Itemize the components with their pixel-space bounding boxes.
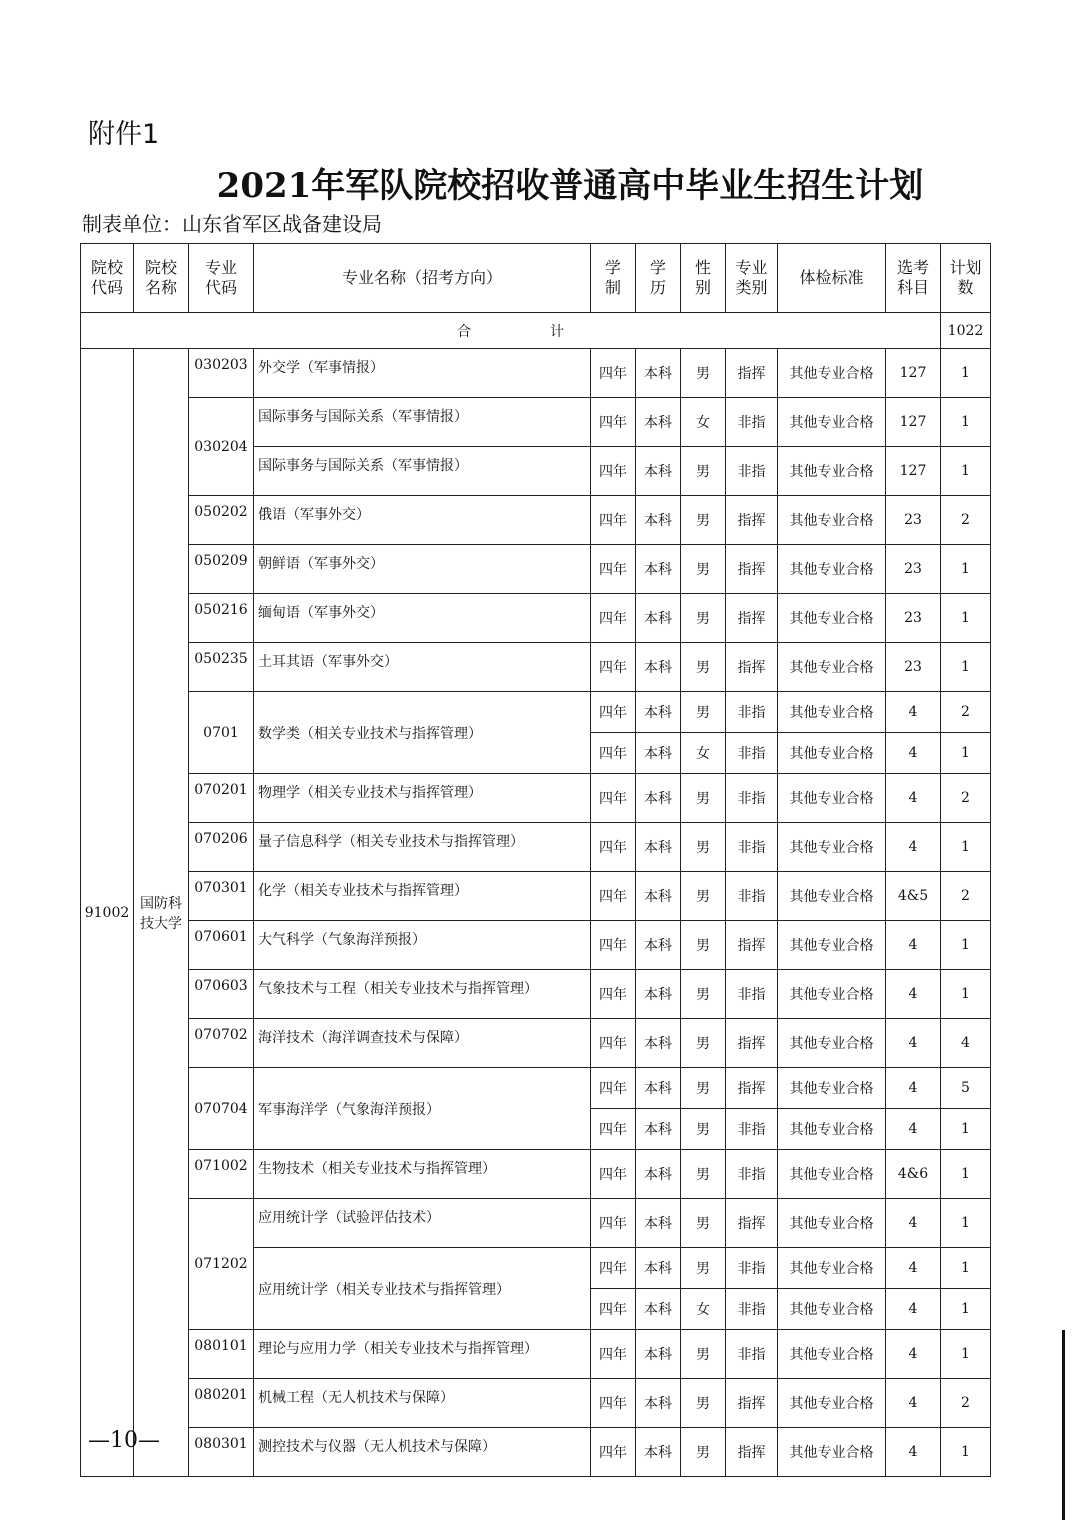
column-header-6: 性 别 — [681, 244, 726, 313]
major-code: 050235 — [189, 643, 254, 692]
physical-standard: 其他专业合格 — [778, 594, 886, 643]
physical-standard: 其他专业合格 — [778, 1199, 886, 1248]
table-row — [81, 496, 991, 545]
physical-standard: 其他专业合格 — [778, 1068, 886, 1109]
table-row — [81, 1150, 991, 1199]
major-name: 俄语（军事外交） — [254, 496, 591, 545]
study-years: 四年 — [591, 349, 636, 398]
degree: 本科 — [636, 774, 681, 823]
gender: 男 — [681, 774, 726, 823]
table-row — [81, 349, 991, 398]
table-row — [81, 823, 991, 872]
elective-subjects: 4 — [886, 1330, 941, 1379]
table-row — [81, 643, 991, 692]
major-category: 非指 — [726, 692, 778, 733]
major-category: 指挥 — [726, 1199, 778, 1248]
degree: 本科 — [636, 1289, 681, 1330]
column-header-8: 体检标准 — [778, 244, 886, 313]
major-category: 非指 — [726, 970, 778, 1019]
gender: 男 — [681, 921, 726, 970]
major-code: 071002 — [189, 1150, 254, 1199]
study-years: 四年 — [591, 823, 636, 872]
study-years: 四年 — [591, 1248, 636, 1289]
physical-standard: 其他专业合格 — [778, 398, 886, 447]
major-category: 指挥 — [726, 545, 778, 594]
elective-subjects: 4 — [886, 692, 941, 733]
gender: 男 — [681, 872, 726, 921]
total-label — [81, 313, 941, 349]
major-name: 生物技术（相关专业技术与指挥管理） — [254, 1150, 591, 1199]
major-name: 海洋技术（海洋调查技术与保障） — [254, 1019, 591, 1068]
degree: 本科 — [636, 1109, 681, 1150]
study-years: 四年 — [591, 872, 636, 921]
elective-subjects: 4 — [886, 1428, 941, 1477]
table-row — [81, 1019, 991, 1068]
plan-count: 1 — [941, 1428, 991, 1477]
elective-subjects: 127 — [886, 447, 941, 496]
major-name: 应用统计学（相关专业技术与指挥管理） — [254, 1248, 591, 1330]
major-name: 朝鲜语（军事外交） — [254, 545, 591, 594]
elective-subjects: 4 — [886, 733, 941, 774]
major-code: 050202 — [189, 496, 254, 545]
physical-standard: 其他专业合格 — [778, 1248, 886, 1289]
degree: 本科 — [636, 1248, 681, 1289]
degree: 本科 — [636, 872, 681, 921]
major-category: 指挥 — [726, 349, 778, 398]
gender: 男 — [681, 1150, 726, 1199]
table-row — [81, 921, 991, 970]
gender: 女 — [681, 733, 726, 774]
elective-subjects: 23 — [886, 496, 941, 545]
major-code: 080101 — [189, 1330, 254, 1379]
physical-standard: 其他专业合格 — [778, 872, 886, 921]
physical-standard: 其他专业合格 — [778, 349, 886, 398]
table-row — [81, 692, 991, 733]
study-years: 四年 — [591, 1150, 636, 1199]
degree: 本科 — [636, 643, 681, 692]
table-row — [81, 398, 991, 447]
table-row — [81, 1199, 991, 1248]
major-code: 080301 — [189, 1428, 254, 1477]
study-years: 四年 — [591, 774, 636, 823]
physical-standard: 其他专业合格 — [778, 823, 886, 872]
elective-subjects: 4 — [886, 970, 941, 1019]
page-number: —10— — [88, 1428, 160, 1453]
major-code: 080201 — [189, 1379, 254, 1428]
enrollment-plan-table — [80, 243, 991, 1477]
major-category: 非指 — [726, 1289, 778, 1330]
degree: 本科 — [636, 1019, 681, 1068]
physical-standard: 其他专业合格 — [778, 447, 886, 496]
degree: 本科 — [636, 1428, 681, 1477]
table-row — [81, 1068, 991, 1109]
total-row — [81, 313, 991, 349]
physical-standard: 其他专业合格 — [778, 733, 886, 774]
table-row — [81, 970, 991, 1019]
major-name: 化学（相关专业技术与指挥管理） — [254, 872, 591, 921]
major-code: 070603 — [189, 970, 254, 1019]
elective-subjects: 4 — [886, 921, 941, 970]
column-header-7: 专业 类别 — [726, 244, 778, 313]
degree: 本科 — [636, 349, 681, 398]
school-code: 91002 — [81, 349, 134, 1477]
table-row — [81, 872, 991, 921]
column-header-5: 学 历 — [636, 244, 681, 313]
major-category: 非指 — [726, 823, 778, 872]
study-years: 四年 — [591, 594, 636, 643]
physical-standard: 其他专业合格 — [778, 921, 886, 970]
major-code: 070301 — [189, 872, 254, 921]
table-row — [81, 1428, 991, 1477]
major-name: 国际事务与国际关系（军事情报） — [254, 447, 591, 496]
elective-subjects: 4 — [886, 1019, 941, 1068]
study-years: 四年 — [591, 643, 636, 692]
plan-count: 2 — [941, 1379, 991, 1428]
table-row — [81, 545, 991, 594]
physical-standard: 其他专业合格 — [778, 1330, 886, 1379]
plan-count: 4 — [941, 1019, 991, 1068]
plan-count: 1 — [941, 823, 991, 872]
major-category: 非指 — [726, 447, 778, 496]
attachment-label: 附件1 — [88, 119, 160, 150]
plan-count: 1 — [941, 1109, 991, 1150]
column-header-9: 选考 科目 — [886, 244, 941, 313]
elective-subjects: 4 — [886, 1068, 941, 1109]
major-code: 071202 — [189, 1199, 254, 1330]
study-years: 四年 — [591, 1109, 636, 1150]
physical-standard: 其他专业合格 — [778, 1150, 886, 1199]
major-category: 非指 — [726, 1330, 778, 1379]
major-name: 军事海洋学（气象海洋预报） — [254, 1068, 591, 1150]
degree: 本科 — [636, 1379, 681, 1428]
gender: 男 — [681, 1068, 726, 1109]
major-code: 0701 — [189, 692, 254, 774]
study-years: 四年 — [591, 1199, 636, 1248]
study-years: 四年 — [591, 921, 636, 970]
elective-subjects: 4 — [886, 1199, 941, 1248]
physical-standard: 其他专业合格 — [778, 1379, 886, 1428]
major-category: 非指 — [726, 733, 778, 774]
gender: 男 — [681, 1109, 726, 1150]
plan-count: 1 — [941, 1199, 991, 1248]
total-label-2: 计 — [549, 323, 564, 340]
plan-count: 1 — [941, 921, 991, 970]
major-name: 数学类（相关专业技术与指挥管理） — [254, 692, 591, 774]
study-years: 四年 — [591, 1428, 636, 1477]
elective-subjects: 4 — [886, 1248, 941, 1289]
major-category: 指挥 — [726, 1019, 778, 1068]
plan-count: 1 — [941, 349, 991, 398]
major-name: 外交学（军事情报） — [254, 349, 591, 398]
column-header-4: 学 制 — [591, 244, 636, 313]
gender: 男 — [681, 594, 726, 643]
elective-subjects: 23 — [886, 594, 941, 643]
major-category: 指挥 — [726, 594, 778, 643]
major-category: 非指 — [726, 398, 778, 447]
physical-standard: 其他专业合格 — [778, 1109, 886, 1150]
degree: 本科 — [636, 545, 681, 594]
major-name: 测控技术与仪器（无人机技术与保障） — [254, 1428, 591, 1477]
table-row — [81, 774, 991, 823]
plan-count: 1 — [941, 594, 991, 643]
major-code: 070601 — [189, 921, 254, 970]
gender: 男 — [681, 692, 726, 733]
study-years: 四年 — [591, 447, 636, 496]
degree: 本科 — [636, 1330, 681, 1379]
study-years: 四年 — [591, 970, 636, 1019]
table-row — [81, 594, 991, 643]
major-code: 070702 — [189, 1019, 254, 1068]
physical-standard: 其他专业合格 — [778, 970, 886, 1019]
physical-standard: 其他专业合格 — [778, 1428, 886, 1477]
major-category: 指挥 — [726, 1068, 778, 1109]
physical-standard: 其他专业合格 — [778, 643, 886, 692]
study-years: 四年 — [591, 1330, 636, 1379]
study-years: 四年 — [591, 1379, 636, 1428]
plan-count: 1 — [941, 1150, 991, 1199]
major-code: 070201 — [189, 774, 254, 823]
major-name: 缅甸语（军事外交） — [254, 594, 591, 643]
physical-standard: 其他专业合格 — [778, 496, 886, 545]
gender: 男 — [681, 447, 726, 496]
degree: 本科 — [636, 594, 681, 643]
degree: 本科 — [636, 692, 681, 733]
major-name: 理论与应用力学（相关专业技术与指挥管理） — [254, 1330, 591, 1379]
major-category: 指挥 — [726, 921, 778, 970]
gender: 女 — [681, 398, 726, 447]
study-years: 四年 — [591, 496, 636, 545]
degree: 本科 — [636, 496, 681, 545]
plan-count: 2 — [941, 774, 991, 823]
major-name: 大气科学（气象海洋预报） — [254, 921, 591, 970]
plan-count: 1 — [941, 447, 991, 496]
major-name: 国际事务与国际关系（军事情报） — [254, 398, 591, 447]
study-years: 四年 — [591, 398, 636, 447]
degree: 本科 — [636, 398, 681, 447]
elective-subjects: 4 — [886, 1109, 941, 1150]
major-category: 非指 — [726, 774, 778, 823]
major-category: 非指 — [726, 1150, 778, 1199]
elective-subjects: 4 — [886, 774, 941, 823]
major-name: 物理学（相关专业技术与指挥管理） — [254, 774, 591, 823]
plan-count: 1 — [941, 970, 991, 1019]
column-header-3: 专业名称（招考方向） — [254, 244, 591, 313]
major-name: 量子信息科学（相关专业技术与指挥管理） — [254, 823, 591, 872]
plan-count: 1 — [941, 733, 991, 774]
gender: 男 — [681, 1428, 726, 1477]
elective-subjects: 23 — [886, 643, 941, 692]
elective-subjects: 4&5 — [886, 872, 941, 921]
major-name: 机械工程（无人机技术与保障） — [254, 1379, 591, 1428]
major-category: 指挥 — [726, 1379, 778, 1428]
gender: 男 — [681, 643, 726, 692]
major-code: 030204 — [189, 398, 254, 496]
gender: 男 — [681, 970, 726, 1019]
major-category: 非指 — [726, 1248, 778, 1289]
major-code: 070206 — [189, 823, 254, 872]
degree: 本科 — [636, 823, 681, 872]
major-code: 050209 — [189, 545, 254, 594]
plan-count: 1 — [941, 1248, 991, 1289]
gender: 男 — [681, 1330, 726, 1379]
elective-subjects: 4 — [886, 1379, 941, 1428]
physical-standard: 其他专业合格 — [778, 774, 886, 823]
plan-count: 5 — [941, 1068, 991, 1109]
major-name: 气象技术与工程（相关专业技术与指挥管理） — [254, 970, 591, 1019]
plan-count: 2 — [941, 692, 991, 733]
study-years: 四年 — [591, 1068, 636, 1109]
gender: 男 — [681, 349, 726, 398]
column-header-0: 院校 代码 — [81, 244, 134, 313]
table-row — [81, 1330, 991, 1379]
plan-count: 1 — [941, 1330, 991, 1379]
table-row — [81, 1379, 991, 1428]
plan-count: 1 — [941, 545, 991, 594]
degree: 本科 — [636, 1199, 681, 1248]
gender: 男 — [681, 1199, 726, 1248]
major-name: 应用统计学（试验评估技术） — [254, 1199, 591, 1248]
study-years: 四年 — [591, 733, 636, 774]
degree: 本科 — [636, 1068, 681, 1109]
degree: 本科 — [636, 447, 681, 496]
column-header-2: 专业 代码 — [189, 244, 254, 313]
plan-count: 1 — [941, 643, 991, 692]
degree: 本科 — [636, 733, 681, 774]
column-header-10: 计划 数 — [941, 244, 991, 313]
page-title: 2021年军队院校招收普通高中毕业生招生计划 — [216, 166, 924, 206]
elective-subjects: 4 — [886, 823, 941, 872]
elective-subjects: 4 — [886, 1289, 941, 1330]
total-value: 1022 — [941, 313, 991, 349]
gender: 男 — [681, 496, 726, 545]
elective-subjects: 23 — [886, 545, 941, 594]
physical-standard: 其他专业合格 — [778, 692, 886, 733]
plan-count: 1 — [941, 398, 991, 447]
plan-count: 2 — [941, 872, 991, 921]
study-years: 四年 — [591, 1289, 636, 1330]
gender: 男 — [681, 545, 726, 594]
plan-count: 1 — [941, 1289, 991, 1330]
major-category: 指挥 — [726, 496, 778, 545]
elective-subjects: 127 — [886, 398, 941, 447]
physical-standard: 其他专业合格 — [778, 1289, 886, 1330]
gender: 男 — [681, 1019, 726, 1068]
major-code: 070704 — [189, 1068, 254, 1150]
gender: 男 — [681, 823, 726, 872]
gender: 女 — [681, 1289, 726, 1330]
elective-subjects: 127 — [886, 349, 941, 398]
elective-subjects: 4&6 — [886, 1150, 941, 1199]
study-years: 四年 — [591, 1019, 636, 1068]
degree: 本科 — [636, 921, 681, 970]
school-name: 国防科 技大学 — [134, 349, 189, 1477]
gender: 男 — [681, 1248, 726, 1289]
degree: 本科 — [636, 970, 681, 1019]
plan-count: 2 — [941, 496, 991, 545]
compiling-unit: 制表单位：山东省军区战备建设局 — [82, 212, 382, 236]
study-years: 四年 — [591, 545, 636, 594]
total-label-1: 合 — [457, 323, 472, 340]
major-code: 050216 — [189, 594, 254, 643]
physical-standard: 其他专业合格 — [778, 545, 886, 594]
major-category: 指挥 — [726, 643, 778, 692]
major-category: 非指 — [726, 1109, 778, 1150]
major-name: 土耳其语（军事外交） — [254, 643, 591, 692]
scan-edge-line — [1062, 1330, 1065, 1520]
column-header-1: 院校 名称 — [134, 244, 189, 313]
table-header-row — [81, 244, 991, 313]
major-code: 030203 — [189, 349, 254, 398]
degree: 本科 — [636, 1150, 681, 1199]
gender: 男 — [681, 1379, 726, 1428]
major-category: 非指 — [726, 872, 778, 921]
physical-standard: 其他专业合格 — [778, 1019, 886, 1068]
study-years: 四年 — [591, 692, 636, 733]
major-category: 指挥 — [726, 1428, 778, 1477]
